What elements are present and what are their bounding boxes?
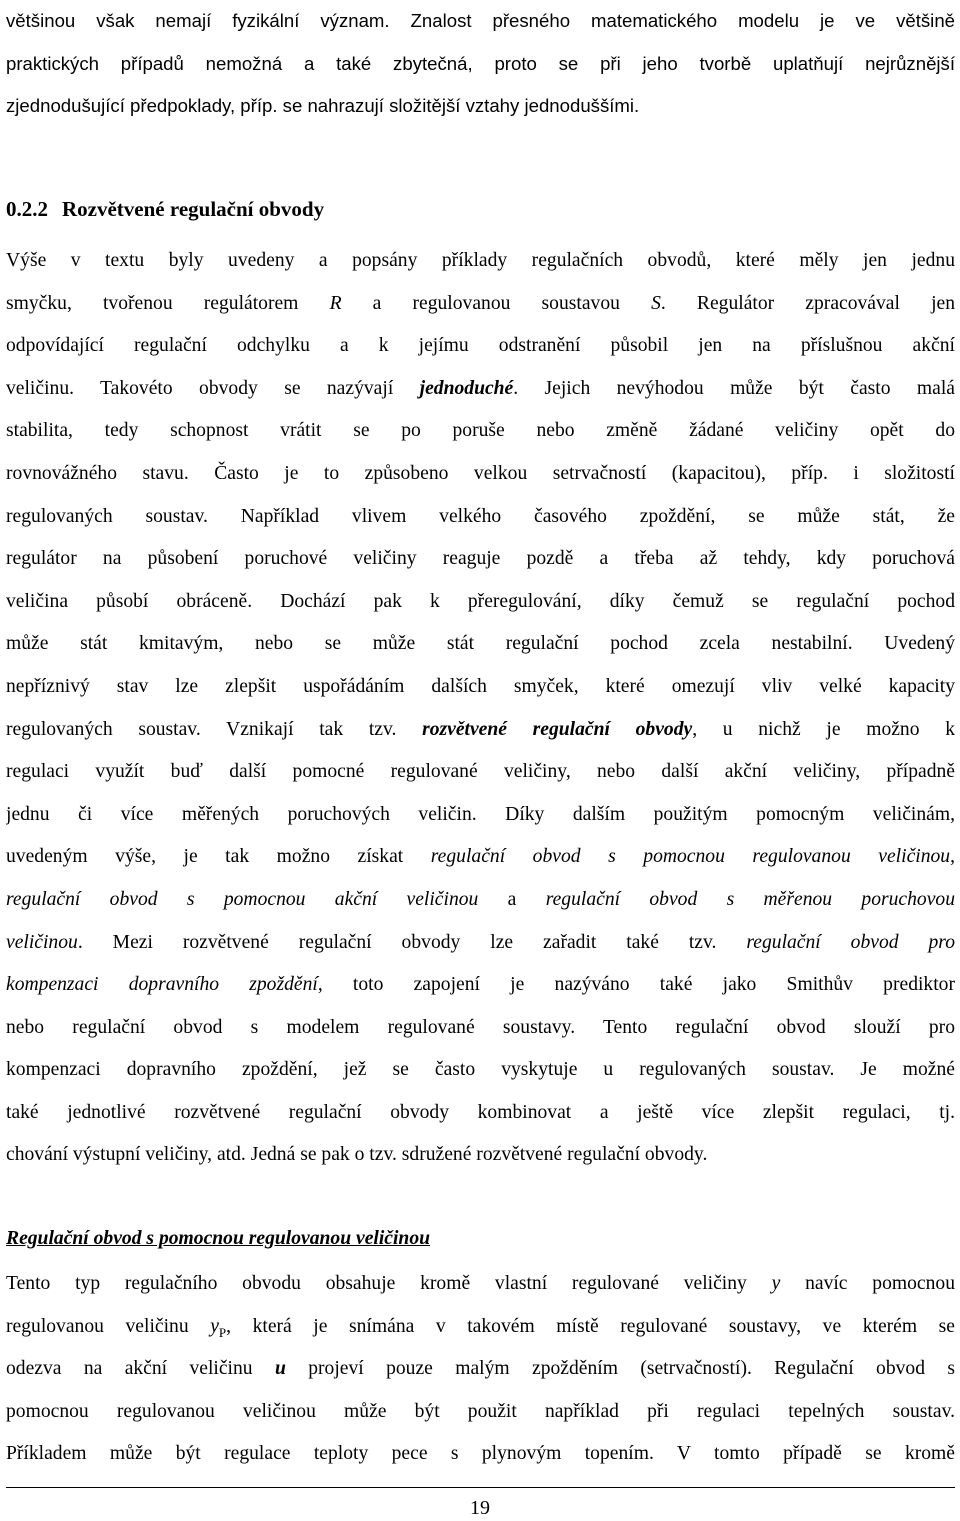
paragraph-line: kompenzaci dopravního zpoždění, toto zapojení je nazýváno také jako Smithův prediktor [6, 974, 955, 996]
paragraph-line: Tento typ regulačního obvodu obsahuje kromě vlastní regulované veličiny y navíc pomocnou [6, 1273, 955, 1294]
system-symbol: S [651, 292, 661, 314]
paragraph-line: smyčku, tvořenou regulátorem R a regulovanou soustavou S. Regulátor zpracovával jen [6, 292, 955, 314]
paragraph-line: regulaci využít buď další pomocné regulované veličiny, nebo další akční veličiny, případně [6, 761, 955, 783]
paragraph-line: regulátor na působení poruchové veličiny reaguje pozdě a třeba až tehdy, kdy poruchová [6, 548, 955, 570]
emphasized-term: rozvětvené regulační obvody [422, 718, 693, 740]
paragraph-line: také jednotlivé rozvětvené regulační obvody kombinovat a ještě více zlepšit regulaci, tj. [6, 1101, 955, 1123]
paragraph-line: regulovaných soustav. Vznikají tak tzv. rozvětvené regulační obvody, u nichž je možno k [6, 718, 955, 740]
paragraph-line: nebo regulační obvod s modelem regulované soustavy. Tento regulační obvod slouží pro [6, 1016, 955, 1038]
paragraph-line: regulovaných soustav. Například vlivem velkého časového zpoždění, se může stát, že [6, 505, 955, 527]
paragraph-line: většinou však nemají fyzikální význam. Znalost přesného matematického modelu je ve většině [6, 10, 955, 31]
paragraph-line: pomocnou regulovanou veličinou může být použit například při regulaci tepelných soustav. [6, 1400, 955, 1422]
paragraph-line: uvedeným výše, je tak možno získat regulační obvod s pomocnou regulovanou veličinou, [6, 846, 955, 868]
regulator-symbol: R [329, 292, 342, 314]
italic-term: veličinou [6, 931, 78, 953]
paragraph-line: nepříznivý stav lze zlepšit uspořádáním dalších smyček, které omezují vliv velké kapacity [6, 675, 955, 697]
paragraph-line: zjednodušující předpoklady, příp. se nahrazují složitější vztahy jednoduššími. [6, 95, 640, 117]
paragraph-line: odezva na akční veličinu u projeví pouze malým zpožděním (setrvačností). Regulační obvod s [6, 1358, 955, 1380]
italic-term: regulační obvod s pomocnou akční veličinou [6, 888, 479, 910]
emphasized-term: jednoduché [419, 377, 514, 399]
subsection-paragraph [6, 1263, 955, 1476]
intro-paragraph [6, 0, 955, 128]
section-number: 0.2.2 [6, 197, 48, 221]
paragraph-line: praktických případů nemožná a také zbytečná, proto se při jeho tvorbě uplatňují nejrůznější [6, 52, 955, 74]
paragraph-line: stabilita, tedy schopnost vrátit se po poruše nebo změně žádané veličiny opět do [6, 420, 955, 442]
paragraph-line: veličinou. Mezi rozvětvené regulační obvody lze zařadit také tzv. regulační obvod pro [6, 931, 955, 953]
paragraph-line: jednu či více měřených poruchových veličin. Díky dalším použitým pomocným veličinám, [6, 803, 955, 825]
italic-term: regulační obvod pro [746, 931, 955, 953]
paragraph-line: Příkladem může být regulace teploty pece s plynovým topením. V tomto případě se kromě [6, 1443, 955, 1465]
variable-symbol: y [771, 1273, 781, 1294]
paragraph-line: rovnovážného stavu. Často je to způsobeno velkou setrvačností (kapacitou), příp. i složitostí [6, 462, 955, 484]
paragraph-line: veličina působí obráceně. Dochází pak k přeregulování, díky čemuž se regulační pochod [6, 590, 955, 612]
paragraph-line: regulovanou veličinu $y_P$, která je snímána v takovém místě regulované soustavy, ve kterém se [6, 1315, 955, 1340]
footer-divider [6, 1487, 955, 1488]
italic-term: kompenzaci dopravního zpoždění [6, 974, 318, 996]
paragraph-line: chování výstupní veličiny, atd. Jedná se pak o tzv. sdružené rozvětvené regulační obvody. [6, 1144, 708, 1166]
paragraph-line: odpovídající regulační odchylku a k jejímu odstranění působil jen na příslušnou akční [6, 335, 955, 357]
paragraph-line: může stát kmitavým, nebo se může stát regulační pochod zcela nestabilní. Uvedený [6, 633, 955, 655]
paragraph-line: veličinu. Takovéto obvody se nazývají jednoduché. Jejich nevýhodou může být často malá [6, 377, 955, 399]
subsection-heading: Regulační obvod s pomocnou regulovanou veličinou [6, 1228, 431, 1249]
paragraph-line: kompenzaci dopravního zpoždění, jež se často vyskytuje u regulovaných soustav. Je možné [6, 1059, 955, 1081]
variable-symbol: y [210, 1315, 219, 1337]
page-number: 19 [470, 1497, 490, 1519]
variable-subscript: P [218, 1324, 227, 1340]
paragraph-line: Výše v textu byly uvedeny a popsány příklady regulačních obvodů, které měly jen jednu [6, 250, 955, 271]
section-heading [6, 187, 324, 231]
variable-symbol: u [274, 1358, 286, 1380]
italic-term: regulační obvod s pomocnou regulovanou veličinou [430, 846, 951, 868]
paragraph-line: regulační obvod s pomocnou akční veličinou a regulační obvod s měřenou poruchovou [6, 888, 955, 910]
italic-term: regulační obvod s měřenou poruchovou [545, 888, 955, 910]
section-paragraph [6, 240, 955, 1177]
section-title: Rozvětvené regulační obvody [62, 197, 325, 221]
